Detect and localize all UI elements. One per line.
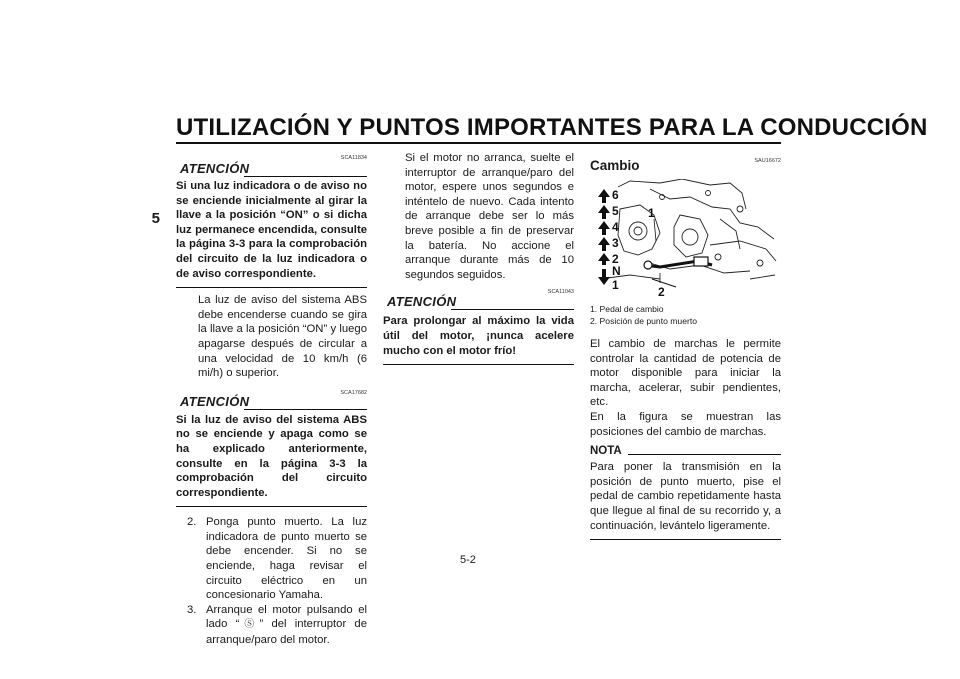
gear-paragraph: En la figura se muestran las posiciones del cambio de marchas. [590,410,781,438]
caution-block-2 [176,383,367,413]
list-item [187,515,367,603]
list-text: Ponga punto muerto. La luz indicadora de punto muerto se debe encender. Si no se enciende, haga revisar el circuito eléctrico en un concesionario Yamaha. [206,516,367,602]
callout-1: 1 [648,206,655,220]
caution-heading: ATENCIÓN [180,161,250,176]
gear-label: 4 [612,220,619,234]
caution-end-rule [383,364,574,365]
restart-paragraph: Si el motor no arranca, suelte el interruptor de arranque/paro del motor, espere unos segundos e inténtelo de nuevo. Cada intento de arranque debe ser lo más breve posible a fin de preservar la batería. No accione el arranque durante más de 10 segundos seguidos. [405,152,574,281]
title-rule [176,142,781,144]
section-code: SAU16672 [754,158,781,164]
chapter-number [0,210,160,227]
caution-text: Para prolongar al máximo la vida útil del motor, ¡nunca acelere mucho con el motor frío! [383,315,574,357]
gear-label: 6 [612,188,619,202]
caution-text: Si la luz de aviso del sistema ABS no se enciende y apaga como se ha explicado anteriormente, consulte en la página 3-3 la comprobación del circuito correspondiente. [176,413,367,499]
list-number: 3. [187,603,197,616]
shift-pedal [644,257,712,287]
caution-code: SCA11043 [547,289,574,296]
column-2 [383,151,574,365]
caution-rule [244,176,367,177]
caution-rule [451,309,574,310]
caution-code: SCA17682 [340,389,367,396]
gear-label: 2 [612,252,619,266]
nota-end-rule [590,539,781,540]
caution-end-rule [176,506,367,507]
abs-note: La luz de aviso del sistema ABS debe encenderse cuando se gira la llave a la posición “ON” y luego apagarse después de circular a una velocidad de 10 km/h (6 mi/h) o superior. [198,294,367,380]
caution-end-rule [176,287,367,288]
gear-paragraph: El cambio de marchas le permite controlar la cantidad de potencia de motor disponible para iniciar la marcha, acelerar, subir pendientes, etc. [590,338,781,409]
callout-2: 2 [658,285,665,299]
list-text [206,603,367,648]
figure-caption: 1. Pedal de cambio [590,304,664,314]
caution-text: Si una luz indicadora o de aviso no se enciende inicialmente al girar la llave a la posición “ON” o si dicha luz permanece encendida, consulte la página 3-3 para la comprobación del circuito de la luz indicadora o de aviso correspondiente. [176,180,367,280]
callout-line-1 [654,219,656,241]
list-text-before: Arranque el motor pulsando el lado “ [206,603,367,631]
start-switch-icon: Ⓢ [239,619,260,631]
gear-label: 5 [612,204,619,218]
gear-arrows [598,189,610,285]
gear-shift-illustration [590,179,780,304]
nota-rule [628,454,781,455]
caution-rule [244,409,367,410]
caution-heading: ATENCIÓN [180,393,250,409]
caution-block-1 [176,151,367,179]
caution-code: SCA11834 [340,155,367,161]
nota-heading: NOTA [590,445,622,458]
chapter-number-text: 5 [151,210,160,227]
list-number: 2. [187,516,197,529]
steps-list [187,515,367,647]
caution-heading: ATENCIÓN [387,294,457,310]
page-title: UTILIZACIÓN Y PUNTOS IMPORTANTES PARA LA CONDUCCIÓN [176,114,928,141]
nota-block [590,442,781,460]
column-3 [590,151,781,179]
section-heading: Cambio [590,158,640,173]
nota-text: Para poner la transmisión en la posición de punto muerto, pise el pedal de cambio repetidamente hasta que llegue al final de su recorrido y, a continuación, levántelo ligeramente. [590,461,781,532]
gear-label: N [612,264,621,278]
figure-caption: 2. Posición de punto muerto [590,316,698,326]
page-number: 5-2 [460,554,476,566]
section-header [590,151,781,179]
gear-label: 3 [612,236,619,250]
column-3-body [590,303,781,540]
list-text-after: ” del interruptor de arranque/paro del motor. [206,618,368,647]
column-1 [176,151,367,648]
gear-shift-figure [590,179,780,304]
caution-block-3 [383,282,574,314]
gear-label: 1 [612,278,619,292]
list-item [187,603,367,648]
